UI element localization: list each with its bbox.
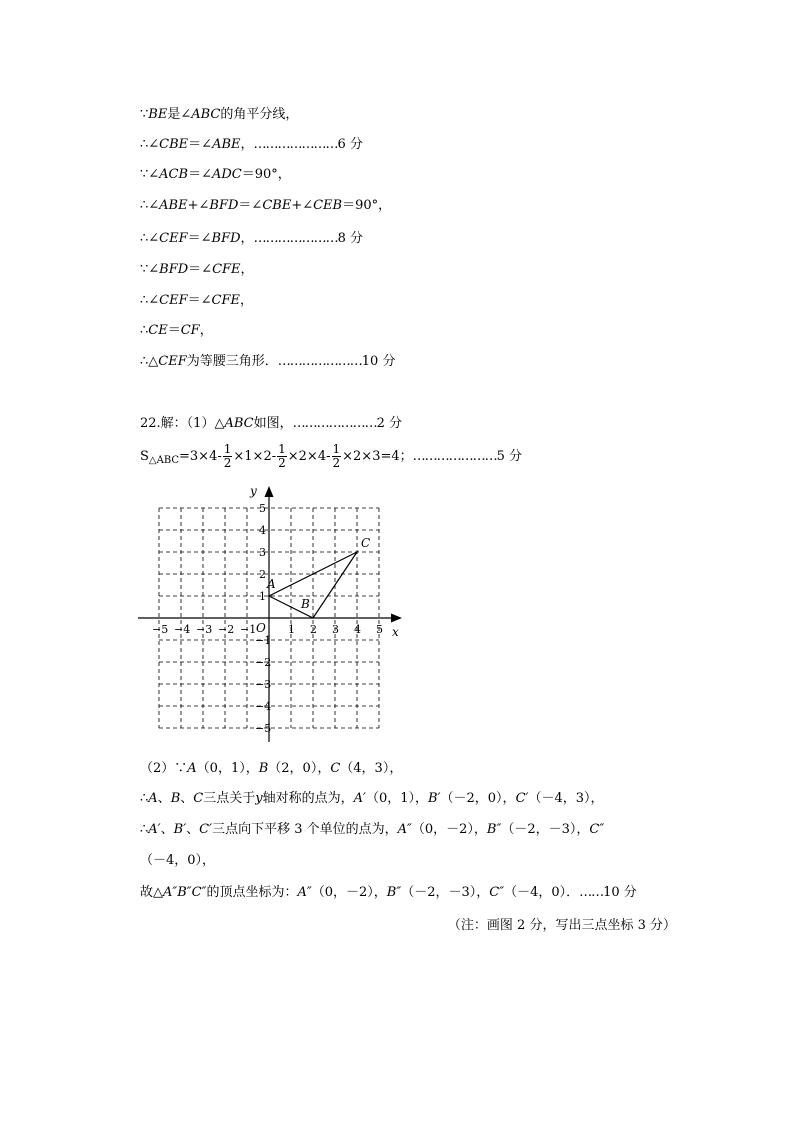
- x-tick-label: −4: [174, 623, 191, 636]
- numerator: 1: [332, 442, 341, 456]
- text: S: [140, 449, 149, 464]
- numerator: 1: [223, 442, 232, 456]
- text: CEB: [313, 198, 343, 213]
- x-tick-label: −5: [152, 623, 169, 636]
- text: B′: [428, 791, 441, 806]
- text: ，: [240, 293, 254, 308]
- text: CF: [180, 323, 200, 338]
- part2-line-3: [140, 821, 604, 839]
- denominator: 2: [223, 456, 232, 470]
- text: 是∠: [167, 107, 192, 122]
- proof-line-6: [140, 261, 254, 279]
- text: 、: [180, 791, 194, 806]
- text: A′: [148, 822, 161, 837]
- text: 如图，: [253, 416, 293, 431]
- text: ＝∠: [188, 167, 212, 182]
- text: ∴∠: [140, 137, 160, 152]
- text: ＝∠: [188, 137, 213, 152]
- text: ∴∠: [140, 198, 160, 213]
- text: ＝∠: [187, 293, 212, 308]
- triangle-abc: [266, 536, 370, 618]
- text: ×2×4-: [287, 449, 331, 464]
- y-axis-arrow: [265, 486, 274, 497]
- text: ∴: [140, 323, 149, 338]
- text: A″: [397, 822, 412, 837]
- y-tick-label: −4: [255, 700, 272, 713]
- part2-line-1: [140, 760, 402, 778]
- text: （－4，0）．: [504, 885, 580, 900]
- text: B: [258, 761, 269, 776]
- text: ＝: [167, 323, 181, 338]
- text: +∠: [187, 198, 210, 213]
- text: A″: [297, 885, 312, 900]
- text: ABE: [212, 137, 241, 152]
- y-tick-label: −3: [255, 678, 272, 691]
- text: CEF: [159, 231, 188, 246]
- q22-area-formula: [140, 442, 522, 476]
- fraction-half: [223, 443, 233, 470]
- text: BFD: [159, 262, 189, 277]
- score: 5 分: [496, 449, 523, 464]
- x-tick-label: 4: [354, 623, 361, 636]
- q22-line-1: [140, 415, 402, 433]
- text: ＝90°，: [342, 198, 392, 213]
- x-tick-label: 2: [310, 623, 317, 636]
- text: C: [330, 761, 341, 776]
- text: （－2，－3），: [401, 885, 490, 900]
- x-tick-label: 3: [332, 623, 339, 636]
- text: A: [187, 761, 197, 776]
- numerator: 1: [278, 442, 286, 456]
- text: +∠: [291, 198, 314, 213]
- text: 的顶点坐标为：: [206, 885, 298, 900]
- fraction-half: [332, 443, 342, 470]
- text: ABE: [159, 198, 188, 213]
- text: B′: [173, 822, 187, 837]
- text: C″: [589, 822, 605, 837]
- text: 轴对称的点为，: [262, 791, 354, 806]
- text: A″B″C″: [163, 885, 207, 900]
- proof-line-4: [140, 197, 391, 215]
- text: （0，1），: [196, 761, 259, 776]
- vertex-label: A: [267, 577, 276, 591]
- fraction-half: [277, 443, 287, 470]
- proof-line-1: [140, 106, 298, 124]
- grading-note: （注：画图 2 分，写出三点坐标 3 分）: [447, 918, 676, 933]
- vertex-label: C: [361, 536, 371, 550]
- text: CFE: [212, 262, 241, 277]
- y-tick-label: 2: [259, 568, 266, 581]
- y-axis-label: y: [250, 484, 257, 498]
- text: 、: [160, 822, 174, 837]
- text: ∴△: [140, 354, 159, 369]
- text: ∵∠: [140, 167, 160, 182]
- text: ，: [240, 231, 254, 246]
- x-tick-label: −1: [240, 623, 257, 636]
- x-tick-label: −3: [196, 623, 213, 636]
- part2-line-5: [140, 884, 637, 902]
- coordinate-graph: [130, 478, 410, 753]
- text: ，: [240, 137, 254, 152]
- text: y: [255, 791, 263, 806]
- score: 10 分: [361, 354, 396, 369]
- proof-line-3: [140, 166, 291, 184]
- text: C: [193, 791, 204, 806]
- text: （－2，－3），: [501, 822, 590, 837]
- y-tick-label: −5: [255, 722, 272, 735]
- text: A: [148, 791, 158, 806]
- proof-line-7: [140, 292, 253, 310]
- text: 为等腰三角形．: [186, 354, 278, 369]
- origin-label: O: [256, 621, 266, 635]
- text: A′: [353, 791, 366, 806]
- x-axis-arrow: [391, 614, 402, 623]
- text: ∴: [140, 791, 149, 806]
- text: CBE: [262, 198, 292, 213]
- subscript: △ABC: [148, 455, 180, 466]
- denominator: 2: [332, 456, 341, 470]
- text: ∵∠: [140, 262, 160, 277]
- score: 10 分: [603, 885, 637, 900]
- text: （2，0），: [268, 761, 331, 776]
- text: BFD: [209, 198, 239, 213]
- text: C′: [199, 822, 213, 837]
- x-tick-label: 5: [376, 623, 383, 636]
- dot-leader: …………………: [292, 416, 377, 431]
- denominator: 2: [278, 456, 286, 470]
- dot-leader: …………………: [277, 354, 362, 369]
- y-tick-label: −2: [255, 656, 272, 669]
- text: CEF: [158, 354, 187, 369]
- text: B: [170, 791, 181, 806]
- text: ADC: [211, 167, 242, 182]
- text: 、: [186, 822, 200, 837]
- proof-line-5: [140, 230, 363, 248]
- text: ＝90°，: [241, 167, 291, 182]
- x-axis-label: x: [392, 625, 399, 639]
- y-tick-label: 1: [259, 590, 266, 603]
- y-tick-label: 4: [259, 524, 266, 537]
- part2-line-2: [140, 790, 604, 808]
- text: CEF: [159, 293, 188, 308]
- score: 6 分: [337, 137, 363, 152]
- text: =3×4-: [179, 449, 222, 464]
- dot-leader: …………………: [412, 449, 497, 464]
- text: ＝∠: [187, 231, 212, 246]
- text: ×1×2-: [233, 449, 277, 464]
- x-tick-label: 1: [288, 623, 295, 636]
- score: 2 分: [376, 416, 403, 431]
- text: CFE: [211, 293, 241, 308]
- text: 故△: [140, 885, 163, 900]
- vertex-label: B: [301, 597, 310, 611]
- text: 、: [157, 791, 171, 806]
- y-tick-label: 5: [259, 502, 266, 515]
- text: B″: [486, 822, 502, 837]
- text: B″: [386, 885, 402, 900]
- text: （－2，0），: [440, 791, 516, 806]
- y-tick-label: −1: [255, 634, 272, 647]
- text: ，: [199, 323, 213, 338]
- text: （0，1），: [365, 791, 428, 806]
- proof-line-8: [140, 322, 213, 340]
- text: ∴∠: [140, 231, 160, 246]
- text: （0，－2），: [411, 822, 487, 837]
- text: ACB: [159, 167, 189, 182]
- part2-line-4: [140, 852, 215, 870]
- text: 三点关于: [203, 791, 256, 806]
- text: ×2×3=4；: [342, 449, 413, 464]
- y-tick-label: 3: [259, 546, 266, 559]
- proof-line-2: [140, 136, 363, 154]
- dot-leader: …………………: [253, 137, 338, 152]
- text: （0，－2），: [311, 885, 387, 900]
- text: C′: [515, 791, 529, 806]
- text: CBE: [159, 137, 189, 152]
- proof-line-9: [140, 353, 395, 371]
- text: BE: [148, 107, 168, 122]
- text: （－4，0），: [140, 853, 216, 868]
- text: 22.解：（1）△: [140, 416, 225, 431]
- text: ∴∠: [140, 293, 160, 308]
- text: CE: [148, 323, 168, 338]
- text: ABC: [224, 416, 254, 431]
- text: ，: [240, 262, 254, 277]
- text: ＝∠: [238, 198, 263, 213]
- dot-leader: …………………: [253, 231, 338, 246]
- text: ∵: [140, 107, 149, 122]
- text: ∴: [140, 822, 149, 837]
- text: （－4，3），: [528, 791, 604, 806]
- x-tick-label: −2: [218, 623, 235, 636]
- score: 8 分: [337, 231, 363, 246]
- text: （2）∵: [140, 761, 188, 776]
- text: C″: [489, 885, 505, 900]
- text: （4，3），: [340, 761, 403, 776]
- text: 的角平分线，: [220, 107, 299, 122]
- text: ABC: [191, 107, 221, 122]
- text: ＝∠: [188, 262, 213, 277]
- dot-leader: ……: [579, 885, 604, 900]
- text: BFD: [211, 231, 241, 246]
- text: 三点向下平移 3 个单位的点为，: [212, 822, 398, 837]
